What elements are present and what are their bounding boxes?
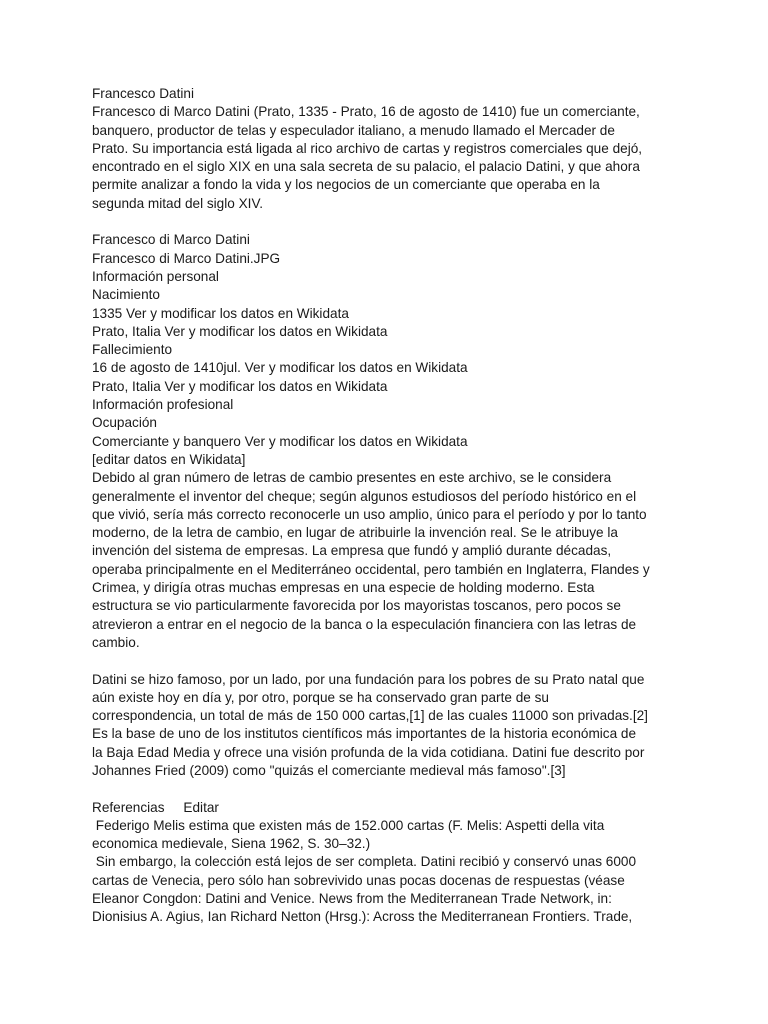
body-paragraph-1: [92, 469, 692, 652]
reference-line: Dionisius A. Agius, Ian Richard Netton (Hrsg.): Across the Mediterranean Frontiers. Trade,: [92, 909, 633, 925]
paragraph-line: Datini se hizo famoso, por un lado, por una fundación para los pobres de su Prato natal que: [92, 671, 645, 687]
blank-line: [92, 652, 692, 670]
paragraph-line: correspondencia, un total de más de 150 000 cartas,[1] de las cuales 11000 son privadas.[2]: [92, 708, 648, 724]
document-title: Francesco Datini: [92, 86, 194, 101]
infobox-line: Francesco di Marco Datini: [92, 232, 250, 248]
paragraph-line: atrevieron a entrar en el negocio de la banca o la especulación financiera con las letras de: [92, 616, 637, 632]
infobox-line: Fallecimiento: [92, 342, 173, 358]
paragraph-line: moderno, de la letra de cambio, en lugar de atribuirle la invención real. Se le atribuye la: [92, 525, 618, 541]
paragraph-line: invención del sistema de empresas. La empresa que fundó y amplió durante décadas,: [92, 543, 612, 559]
reference-line: cartas de Venecia, pero sólo han sobrevivido unas pocas docenas de respuestas (véase: [92, 872, 625, 888]
document-page: [92, 85, 692, 927]
paragraph-line: estructura se vio particularmente favorecida por los mayoristas toscanos, pero pocos se: [92, 598, 621, 614]
paragraph-line: Debido al gran número de letras de cambio presentes en este archivo, se le considera: [92, 470, 612, 486]
paragraph-line: Crimea, y dirigía otras muchas empresas en una especie de holding moderno. Esta: [92, 580, 595, 596]
paragraph-line: cambio.: [92, 634, 140, 650]
infobox-text: [92, 231, 692, 469]
intro-line: banquero, productor de telas y especulador italiano, a menudo llamado el Mercader de: [92, 122, 615, 138]
references-list: [92, 817, 692, 927]
intro-line: Francesco di Marco Datini (Prato, 1335 - Prato, 16 de agosto de 1410) fue un comerciante,: [92, 104, 640, 120]
infobox-line: Información personal: [92, 268, 219, 284]
intro-paragraph: [92, 103, 692, 213]
infobox-line: 1335 Ver y modificar los datos en Wikidata: [92, 305, 349, 321]
reference-line: economica medievale, Siena 1962, S. 30–32.): [92, 836, 371, 852]
paragraph-line: Es la base de uno de los institutos científicos más importantes de la historia económica de: [92, 726, 637, 742]
infobox-line: Ocupación: [92, 415, 157, 431]
reference-line: Federigo Melis estima que existen más de 152.000 cartas (F. Melis: Aspetti della vita: [92, 817, 605, 833]
reference-line: Sin embargo, la colección está lejos de ser completa. Datini recibió y conservó unas 6000: [92, 854, 637, 870]
paragraph-line: la Baja Edad Media y ofrece una visión profunda de la vida cotidiana. Datini fue descrito por: [92, 744, 645, 760]
infobox-line: Información profesional: [92, 397, 234, 413]
infobox-line: Francesco di Marco Datini.JPG: [92, 250, 281, 266]
intro-line: Prato. Su importancia está ligada al rico archivo de cartas y registros comerciales que dejó,: [92, 140, 643, 156]
infobox-line: 16 de agosto de 1410jul. Ver y modificar los datos en Wikidata: [92, 360, 468, 376]
paragraph-line: aún existe hoy en día y, por otro, porque se ha conservado gran parte de su: [92, 689, 549, 705]
references-heading: Referencias Editar: [92, 799, 219, 815]
reference-line: Eleanor Congdon: Datini and Venice. News from the Mediterranean Trade Network, in:: [92, 891, 612, 907]
paragraph-line: que vivió, sería más correcto reconocerle un uso amplio, único para el período y por lo tanto: [92, 506, 647, 522]
blank-line: [92, 213, 692, 231]
paragraph-line: generalmente el inventor del cheque; según algunos estudiosos del período histórico en el: [92, 488, 637, 504]
blank-line: [92, 780, 692, 798]
intro-line: encontrado en el siglo XIX en una sala secreta de su palacio, el palacio Datini, y que ahora: [92, 159, 640, 175]
paragraph-line: operaba principalmente en el Mediterráneo occidental, pero también en Inglaterra, Flandes y: [92, 561, 650, 577]
intro-line: permite analizar a fondo la vida y los negocios de un comerciante que operaba en la: [92, 177, 600, 193]
intro-line: segunda mitad del siglo XIV.: [92, 195, 264, 211]
infobox-line: Nacimiento: [92, 287, 160, 303]
infobox-line: [editar datos en Wikidata]: [92, 451, 246, 467]
infobox-line: Prato, Italia Ver y modificar los datos en Wikidata: [92, 378, 388, 394]
paragraph-line: Johannes Fried (2009) como "quizás el comerciante medieval más famoso".[3]: [92, 762, 566, 778]
infobox-line: Prato, Italia Ver y modificar los datos en Wikidata: [92, 323, 388, 339]
body-paragraph-2: [92, 671, 692, 781]
infobox-line: Comerciante y banquero Ver y modificar los datos en Wikidata: [92, 433, 468, 449]
